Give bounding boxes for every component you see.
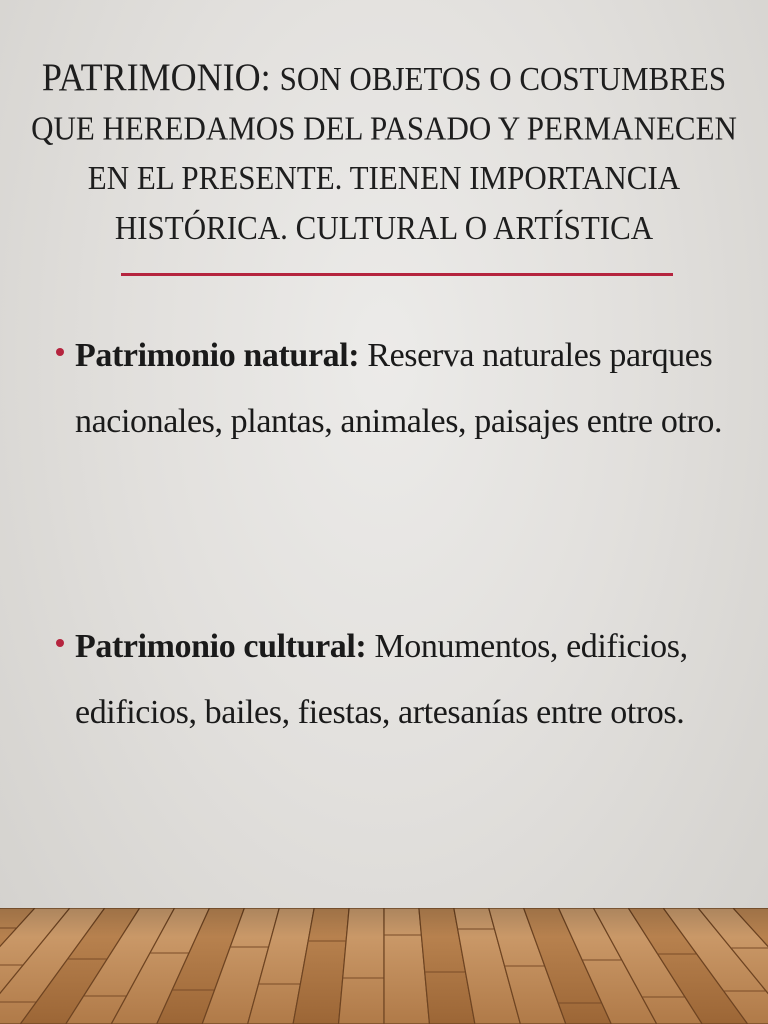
bullet-dot-icon: [56, 639, 64, 647]
title-line-3: EN EL PRESENTE. TIENEN IMPORTANCIA: [87, 158, 681, 197]
bullet-term: Patrimonio cultural:: [75, 628, 367, 665]
title-line-1: [20, 52, 748, 104]
slide-title: [20, 52, 748, 253]
title-line-4: HISTÓRICA. CULTURAL O ARTÍSTICA: [114, 208, 654, 247]
wood-floor-planks: [0, 908, 768, 1024]
title-line-2: QUE HEREDAMOS DEL PASADO Y PERMANECEN: [31, 109, 737, 148]
bullet-description: Monumentos, edificios, edificios, bailes, fiestas, artesanías entre otros.: [75, 628, 688, 731]
bullet-text: [75, 614, 732, 746]
bullet-dot-icon: [56, 348, 64, 356]
title-line-1-text: SON OBJETOS O COSTUMBRES: [279, 59, 727, 98]
wood-floor: [0, 908, 768, 1024]
bullet-description: Reserva naturales parques nacionales, plantas, animales, paisajes entre otro.: [75, 337, 723, 440]
title-divider: [121, 273, 673, 276]
bullet-natural-heritage: [52, 323, 732, 455]
title-lead: PATRIMONIO:: [41, 55, 271, 99]
bullet-term: Patrimonio natural:: [75, 337, 360, 374]
bullet-cultural-heritage: [52, 614, 732, 746]
bullet-text: [75, 323, 732, 455]
